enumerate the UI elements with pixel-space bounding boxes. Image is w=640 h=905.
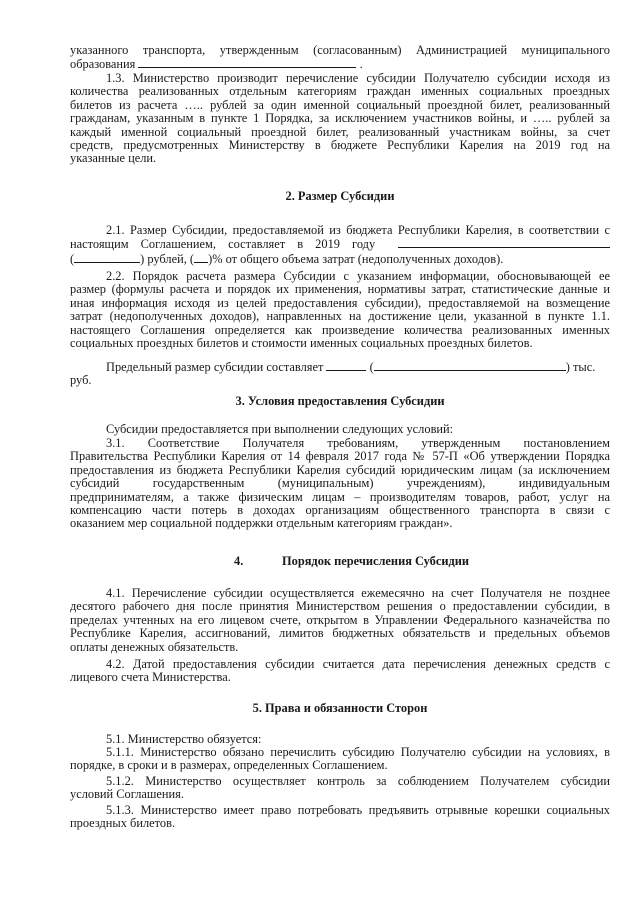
blank-field — [374, 360, 566, 371]
blank-field — [138, 57, 356, 68]
text-line: проездных билетов. — [70, 816, 176, 831]
blank-field — [74, 252, 140, 263]
text-line: субсидий государственным (муниципальным) учреждениям), индивидуальным — [70, 476, 610, 491]
text-line: Республике Карелия, ассигнований, лимитов бюджетных обязательств и предельных объемов — [70, 626, 610, 641]
text-line: 5.1.3. Министерство имеет право потребовать предъявить отрывные корешки социальных — [106, 803, 610, 817]
text-line: количества реализованных отдельным категориям граждан именных социальных проездных — [70, 84, 610, 99]
text-line: средств, предусмотренных Министерству в бюджете Республики Карелия на 2019 год на — [70, 138, 610, 153]
blank-field — [194, 252, 208, 263]
text-line: указанного транспорта, утвержденным (согласованным) Администрацией муниципального — [70, 43, 610, 57]
text-line: условий Соглашения. — [70, 787, 184, 802]
text-line: 4.2. Датой предоставления субсидии считается дата перечисления денежных средств с — [106, 657, 610, 671]
section-heading-5: 5. Права и обязанности Сторон — [252, 701, 428, 715]
section-heading-3: 3. Условия предоставления Субсидии — [235, 394, 445, 408]
text-line: Правительства Республики Карелия от 14 февраля 2017 года № 57-П «Об утверждении Порядка — [70, 449, 610, 464]
text-line: 3.1. Соответствие Получателя требованиям, утвержденным постановлением — [106, 436, 610, 450]
text-line: пределах учтенных на его лицевом счете, открытом в Управлении Федерального казначейства по — [70, 612, 610, 627]
text-line: 1.3. Министерство производит перечисление субсидии Получателю субсидии исходя из — [106, 71, 610, 85]
text-line: образования . — [70, 57, 363, 72]
text-line: Предельный размер субсидии составляет ( ) тыс. — [106, 360, 596, 374]
text-line: ( ) рублей, ( )% от общего объема затрат (недополученных доходов). — [70, 251, 504, 266]
text-line: гражданам, указанным в пункте 1 Порядка, за исключением участников войны, и ….. рублей за — [70, 111, 610, 126]
text-line: настоящим Соглашением, составляет в 2019 году — [70, 237, 610, 251]
paragraph-5-1-1 — [70, 746, 610, 773]
paragraph-continuation — [70, 44, 610, 72]
paragraph-3-intro — [70, 423, 610, 436]
blank-field — [398, 237, 610, 248]
text-line: 5.1. Министерство обязуется: — [106, 732, 262, 746]
text-line: руб. — [70, 373, 92, 388]
text-line: компенсацию части потерь в доходах организациям общественного транспорта в связи с — [70, 503, 610, 518]
text-line: затрат (недополученных доходов), направленных на достижение цели, указанной в пункте 1.1. — [70, 309, 610, 324]
text-line: иная информация исходя из целей предоставления субсидии), предоставляемой на возмещение — [70, 295, 610, 310]
paragraph-1-3 — [70, 72, 610, 166]
text-line: билетов из расчета ….. рублей за один именной социальный проездной билет, реализованный — [70, 97, 610, 112]
text-line: 4.1. Перечисление субсидии осуществляется ежемесячно на счет Получателя не позднее — [106, 586, 610, 600]
text-line: оказанием мер социальной поддержки отдельным категориям граждан». — [70, 516, 453, 531]
text-line: оплаты денежных обязательств. — [70, 639, 239, 654]
text-line: Субсидии предоставляется при выполнении следующих условий: — [106, 422, 454, 436]
text-line: размер (формулы расчета и порядок их применения, нормативы затрат, статистические данные и — [70, 282, 610, 297]
paragraph-3-1 — [70, 437, 610, 531]
section-heading-2: 2. Размер Субсидии — [285, 189, 395, 203]
text-line: порядке, в сроки и в размерах, определенных Соглашением. — [70, 758, 388, 773]
text-line: десятого рабочего дня после принятия Министерством решения о предоставлении субсидии, в — [70, 599, 610, 614]
text-line: 2.2. Порядок расчета размера Субсидии с указанием информации, обосновывающей ее — [106, 269, 610, 283]
section-title: Порядок перечисления Субсидии — [282, 554, 470, 568]
text-line: предпринимателям, а также физическим лицам – производителям товаров, работ, услуг на — [70, 489, 610, 504]
paragraph-5-1-2 — [70, 775, 610, 802]
paragraph-4-1 — [70, 587, 610, 654]
paragraph-2-2 — [70, 270, 610, 350]
text-line: 5.1.2. Министерство осуществляет контроль за соблюдением Получателем субсидии — [106, 774, 610, 788]
text-line: социальных проездных билетов и стоимости именных социальных проездных билетов. — [70, 336, 533, 351]
paragraph-5-1-3 — [70, 804, 610, 831]
text-line: указанные цели. — [70, 151, 157, 166]
paragraph-4-2 — [70, 658, 610, 685]
paragraph-limit — [70, 360, 610, 388]
section-number: 4. — [234, 554, 244, 568]
paragraph-2-1 — [70, 224, 610, 266]
text-line: лицевого счета Министерства. — [70, 670, 231, 685]
text-line: настоящего Соглашения определяется как произведение количества реализованных именных — [70, 322, 610, 337]
text-line: 5.1.1. Министерство обязано перечислить субсидию Получателю субсидии на условиях, в — [106, 745, 610, 759]
blank-field — [326, 360, 366, 371]
text-line: 2.1. Размер Субсидии, предоставляемой из бюджета Республики Карелия, в соответствии с — [106, 223, 610, 237]
text-line: предоставления из бюджета Республики Карелия субсидий юридическим лицам (за исключением — [70, 462, 610, 477]
text-line: каждый именной социальный проездной билет, реализованный участникам войны, за счет — [70, 124, 610, 139]
